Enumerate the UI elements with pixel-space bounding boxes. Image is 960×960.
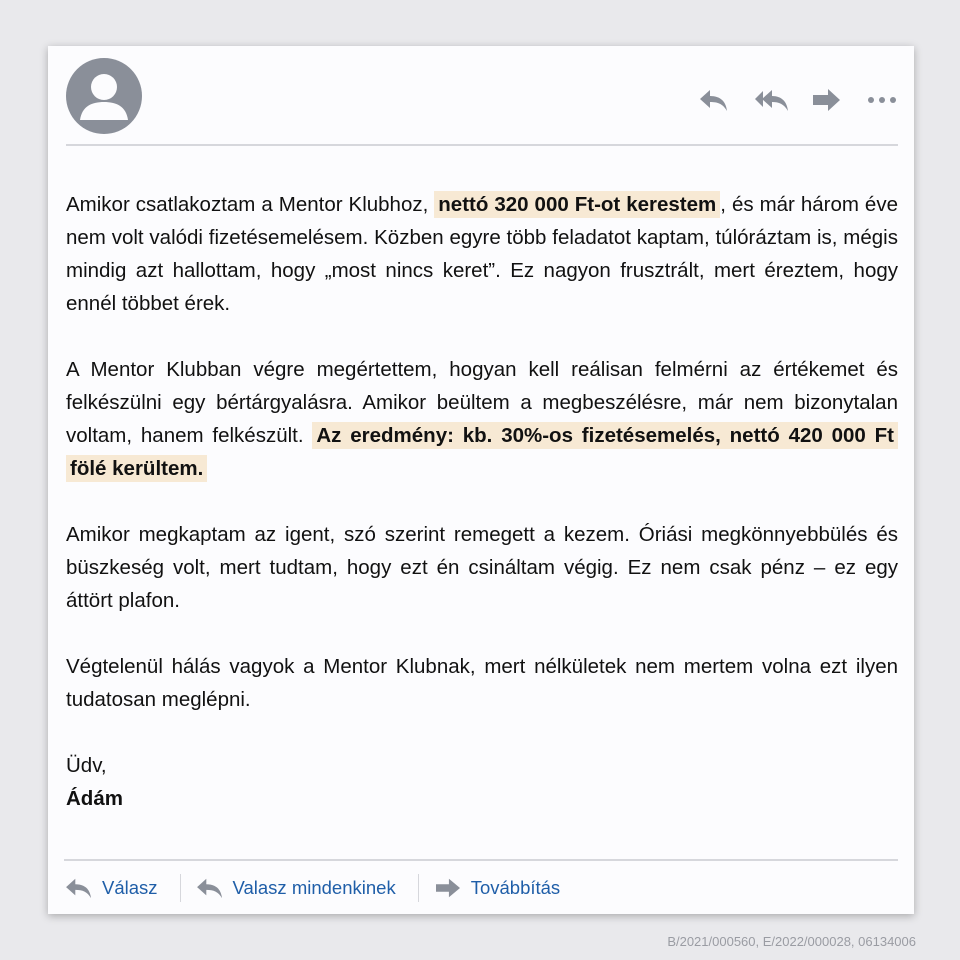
paragraph-1: Amikor csatlakoztam a Mentor Klubhoz, nettó 320 000 Ft-ot kerestem , és már három éve nem volt valódi fizetésemelésem. Közben egyre több feladatot kaptam, túlóráztam is, mégis mindig azt hallottam, hogy „most nincs keret”. Ez nagyon frusztrált, mert éreztem, hogy ennél többet érek. <box>66 193 898 315</box>
reply-icon[interactable] <box>698 86 730 114</box>
email-body <box>66 188 898 815</box>
header-actions <box>674 86 898 114</box>
highlight-salary-before: nettó 320 000 Ft-ot kerestem <box>434 191 720 218</box>
divider <box>180 874 181 902</box>
forward-icon[interactable] <box>810 86 842 114</box>
user-icon <box>66 58 142 134</box>
paragraph-4: Végtelenül hálás vagyok a Mentor Klubnak, mert nélkületek nem mertem volna ezt ilyen tudatosan meglépni. <box>66 655 898 711</box>
avatar <box>66 58 142 134</box>
paragraph-2: A Mentor Klubban végre megértettem, hogyan kell reálisan felmérni az értékemet és felkészülni egy bértárgyalásra. Amikor beültem a megbeszélésre, már nem bizonytalan voltam, hanem felkészült. Az eredmény: kb. 30%-os fizetésemelés, nettó 420 000 Ft fölé kerültem. <box>66 358 898 480</box>
signature-block <box>66 749 898 815</box>
reply-all-button[interactable]: Valasz mindenkinek <box>195 876 396 900</box>
email-card <box>48 46 914 914</box>
paragraph-3: Amikor megkaptam az igent, szó szerint remegett a kezem. Óriási megkönnyebbülés és büszkeség volt, mert tudtam, hogy ezt én csináltam végig. Ez nem csak pénz – ez egy áttört plafon. <box>66 523 898 612</box>
reply-button[interactable]: Válasz <box>64 876 158 900</box>
more-icon[interactable] <box>866 86 898 114</box>
email-header <box>66 46 898 146</box>
reply-icon <box>195 876 225 900</box>
highlight-result: Az eredmény: kb. 30%-os fizetésemelés, nettó 420 000 Ft fölé kerültem. <box>66 422 898 482</box>
signature-name: Ádám <box>66 787 123 810</box>
reference-code: B/2021/000560, E/2022/000028, 06134006 <box>667 934 916 949</box>
reply-all-icon[interactable] <box>754 86 786 114</box>
forward-button[interactable]: Továbbítás <box>433 876 560 900</box>
reply-icon <box>64 876 94 900</box>
greeting: Üdv, <box>66 754 107 777</box>
forward-icon <box>433 876 463 900</box>
email-footer <box>64 859 898 914</box>
divider <box>418 874 419 902</box>
